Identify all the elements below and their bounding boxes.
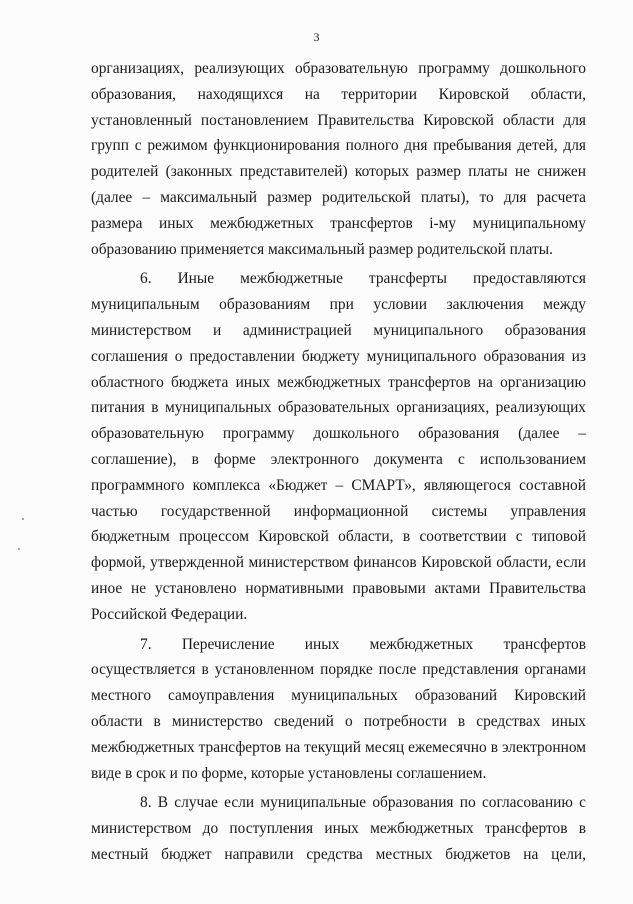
- paragraph-item-8: 8. В случае если муниципальные образования по согласованию с министерством до поступления иных межбюджетных трансфертов в местный бюджет направили средства местных бюджетов на цели,: [91, 794, 586, 863]
- scan-speck: [18, 548, 20, 550]
- scan-speck: [22, 518, 24, 520]
- document-body: [91, 56, 586, 872]
- paragraph-item-6: 6. Иные межбюджетные трансферты предоставляются муниципальным образованиям при условии заключения между министерством и администрацией муниципального образования соглашения о предоставлении бюджету муниципального образования из областного бюджета иных межбюджетных трансфертов на организацию питания в муниципальных образовательных организациях, реализующих образовательную программу дошкольного образования (далее – соглашение), в форме электронного документа с использованием программного комплекса «Бюджет – СМАРТ», являющегося составной частью государственной информационной системы управления бюджетным процессом Кировской области, в соответствии с типовой формой, утвержденной министерством финансов Кировской области, если иное не установлено нормативными правовыми актами Правительства Российской Федерации.: [91, 270, 586, 623]
- paragraph-item-7: 7. Перечисление иных межбюджетных трансфертов осуществляется в установленном порядке после представления органами местного самоуправления муниципальных образований Кировский области в министерство сведений о потребности в средствах иных межбюджетных трансфертов на текущий месяц ежемесячно в электронном виде в срок и по форме, которые установлены соглашением.: [91, 635, 586, 782]
- page-number: 3: [313, 30, 320, 44]
- paragraph-continuation: организациях, реализующих образовательную программу дошкольного образования, находящихся на территории Кировской области, установленный постановлением Правительства Кировской области для групп с режимом функционирования полного дня пребывания детей, для родителей (законных представителей) которых размер платы не снижен (далее – максимальный размер родительской платы), то для расчета размера иных межбюджетных трансфертов i-му муниципальному образованию применяется максимальный размер родительской платы.: [91, 60, 586, 258]
